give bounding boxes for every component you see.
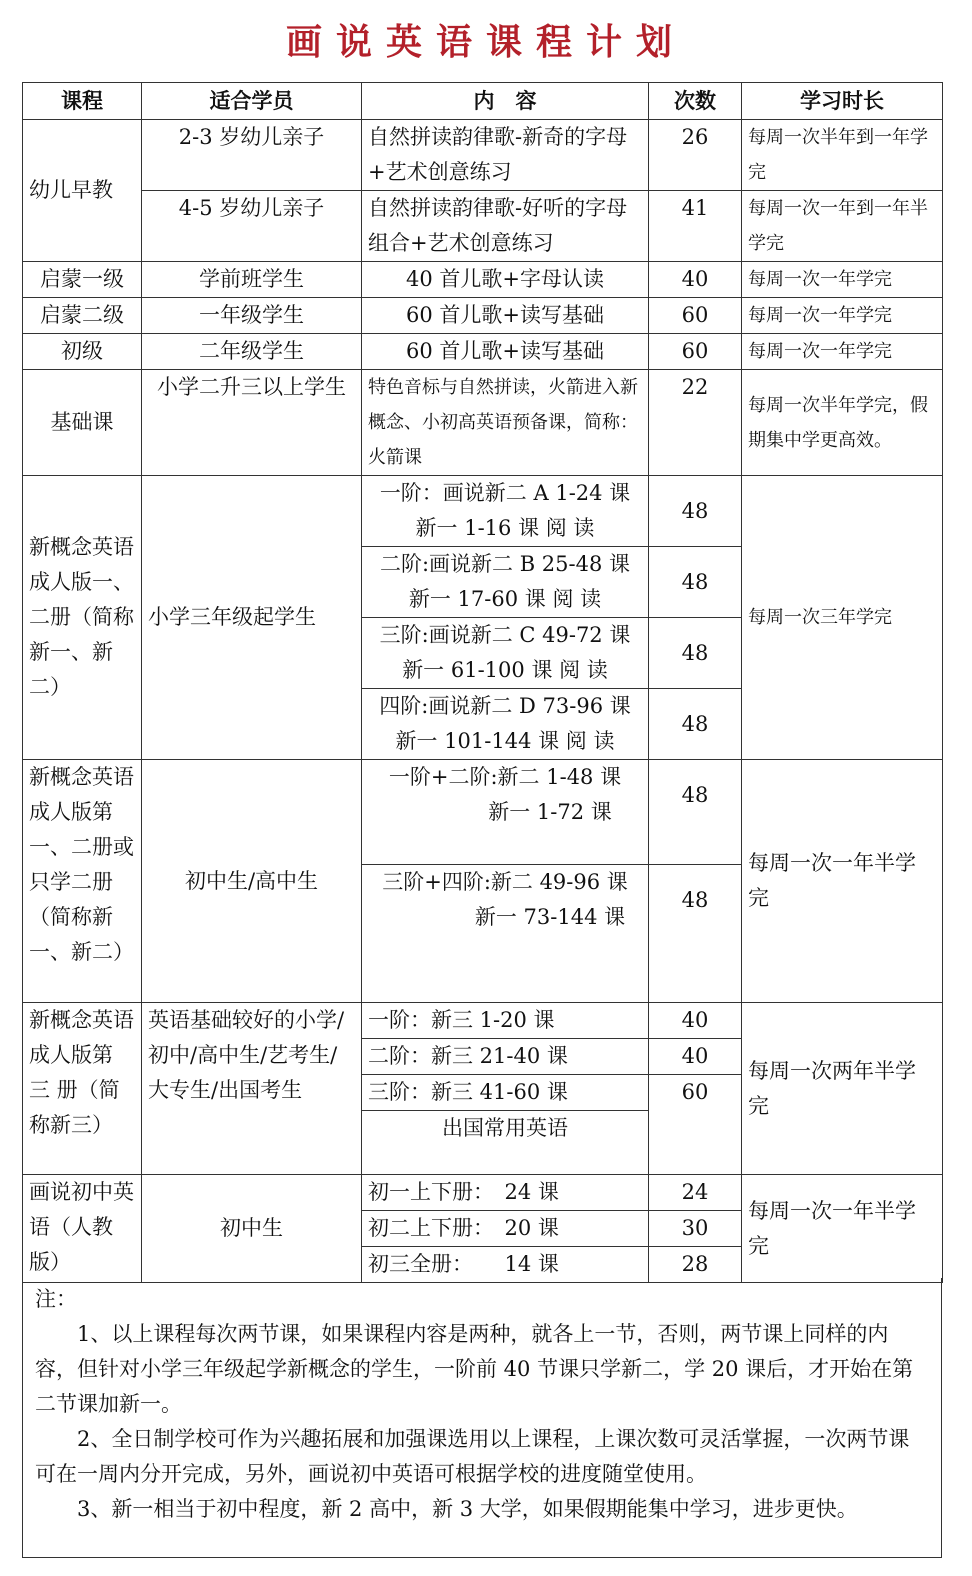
- content-cell: 一阶：新三 1-20 课: [362, 1003, 649, 1039]
- content-cell: 初一上下册： 24 课: [362, 1175, 649, 1211]
- content-cell: [362, 865, 649, 1003]
- course-table: [22, 82, 943, 1283]
- count-cell: [649, 1111, 742, 1175]
- table-row: [23, 191, 943, 262]
- course-cell: 新概念英语成人版第一、二册或只学二册（简称新一、新二）: [23, 760, 142, 1003]
- course-cell: 画说初中英语（人教版）: [23, 1175, 142, 1283]
- count-cell: 26: [649, 120, 742, 191]
- count-cell: 60: [649, 334, 742, 370]
- students-cell: 英语基础较好的小学/初中/高中生/艺考生/大专生/出国考生: [142, 1003, 362, 1175]
- content-cell: 二阶：新三 21-40 课: [362, 1039, 649, 1075]
- stage-line: 新一 73-144 课: [474, 905, 626, 929]
- content-cell: 特色音标与自然拼读，火箭进入新概念、小初高英语预备课，简称：火箭课: [362, 370, 649, 476]
- course-cell: 启蒙二级: [23, 298, 142, 334]
- students-cell: 学前班学生: [142, 262, 362, 298]
- notes-section: [22, 1278, 942, 1558]
- table-row: [23, 334, 943, 370]
- page-title: 画说英语课程计划: [285, 21, 686, 63]
- header-row: [23, 83, 943, 120]
- content-cell: 三阶：新三 41-60 课: [362, 1075, 649, 1111]
- count-cell: 48: [649, 476, 742, 547]
- content-cell: [362, 618, 649, 689]
- stage-line: 一阶：画说新二 A 1-24 课: [379, 481, 631, 505]
- note-1: 1、以上课程每次两节课，如果课程内容是两种，就各上一节，否则，两节课上同样的内容，但针对小学三年级起学新概念的学生，一阶前 40 节课只学新二，学 20 课后，才开始在第二节课加新一。: [35, 1322, 914, 1416]
- count-cell: 40: [649, 1003, 742, 1039]
- stage-line: 新一 17-60 课 阅 读: [408, 587, 602, 611]
- stage-line: 三阶:画说新二 C 49-72 课: [379, 623, 631, 647]
- course-cell: 启蒙一级: [23, 262, 142, 298]
- stage-line: 二阶:画说新二 B 25-48 课: [379, 552, 631, 576]
- content-cell: [362, 547, 649, 618]
- count-cell: 22: [649, 370, 742, 476]
- stage-line: 新一 1-16 课 阅 读: [415, 516, 595, 540]
- students-cell: 2-3 岁幼儿亲子: [142, 120, 362, 191]
- course-cell: 新概念英语成人版第 三 册（简称新三）: [23, 1003, 142, 1175]
- content-cell: 初三全册： 14 课: [362, 1247, 649, 1283]
- header-count: 次数: [649, 83, 742, 120]
- count-cell: 48: [649, 760, 742, 865]
- table-row: [23, 1003, 943, 1039]
- table-row: [23, 760, 943, 865]
- count-cell: 30: [649, 1211, 742, 1247]
- duration-cell: 每周一次一年半学完: [742, 760, 943, 1003]
- count-cell: 41: [649, 191, 742, 262]
- table-row: [23, 370, 943, 476]
- stage-line: 四阶:画说新二 D 73-96 课: [379, 694, 631, 718]
- students-cell: 初中生/高中生: [142, 760, 362, 1003]
- table-row: [23, 298, 943, 334]
- duration-cell: 每周一次一年学完: [742, 262, 943, 298]
- count-cell: 48: [649, 618, 742, 689]
- count-cell: 48: [649, 865, 742, 1003]
- header-content: 内 容: [362, 83, 649, 120]
- content-cell: [362, 760, 649, 865]
- students-cell: 小学二升三以上学生: [142, 370, 362, 476]
- content-cell: [362, 689, 649, 760]
- content-cell: 60 首儿歌+读写基础: [362, 298, 649, 334]
- table-row: [23, 1175, 943, 1211]
- stage-line: 新一 61-100 课 阅 读: [402, 658, 608, 682]
- notes-label: 注：: [35, 1287, 77, 1311]
- content-cell: 40 首儿歌+字母认读: [362, 262, 649, 298]
- count-cell: 48: [649, 547, 742, 618]
- students-cell: 一年级学生: [142, 298, 362, 334]
- duration-cell: 每周一次三年学完: [742, 476, 943, 760]
- content-cell: 初二上下册： 20 课: [362, 1211, 649, 1247]
- stage-line: 一阶+二阶:新二 1-48 课: [388, 765, 622, 789]
- table-row: [23, 120, 943, 191]
- course-cell: 基础课: [23, 370, 142, 476]
- count-cell: 48: [649, 689, 742, 760]
- course-cell: 初级: [23, 334, 142, 370]
- students-cell: 初中生: [142, 1175, 362, 1283]
- header-duration: 学习时长: [742, 83, 943, 120]
- duration-cell: 每周一次半年学完，假期集中学更高效。: [742, 370, 943, 476]
- content-cell: 自然拼读韵律歌-好听的字母组合+艺术创意练习: [362, 191, 649, 262]
- duration-cell: 每周一次一年半学完: [742, 1175, 943, 1283]
- note-3: 3、新一相当于初中程度，新 2 高中，新 3 大学，如果假期能集中学习，进步更快。: [77, 1497, 858, 1521]
- stage-line: 新一 1-72 课: [488, 800, 612, 824]
- content-cell: 60 首儿歌+读写基础: [362, 334, 649, 370]
- content-cell: 自然拼读韵律歌-新奇的字母+艺术创意练习: [362, 120, 649, 191]
- students-cell: 二年级学生: [142, 334, 362, 370]
- table-row: [23, 476, 943, 547]
- duration-cell: 每周一次一年学完: [742, 298, 943, 334]
- students-cell: 小学三年级起学生: [142, 476, 362, 760]
- duration-cell: 每周一次半年到一年学完: [742, 120, 943, 191]
- stage-line: 新一 101-144 课 阅 读: [395, 729, 615, 753]
- content-cell: [362, 476, 649, 547]
- count-cell: 60: [649, 298, 742, 334]
- count-cell: 24: [649, 1175, 742, 1211]
- header-students: 适合学员: [142, 83, 362, 120]
- duration-cell: 每周一次两年半学完: [742, 1003, 943, 1175]
- count-cell: 28: [649, 1247, 742, 1283]
- course-cell: 新概念英语成人版一、二册（简称新一、新二）: [23, 476, 142, 760]
- students-cell: 4-5 岁幼儿亲子: [142, 191, 362, 262]
- duration-cell: 每周一次一年学完: [742, 334, 943, 370]
- content-cell: 出国常用英语: [362, 1111, 649, 1175]
- header-course: 课程: [23, 83, 142, 120]
- count-cell: 60: [649, 1075, 742, 1111]
- course-cell: 幼儿早教: [23, 120, 142, 262]
- stage-line: 三阶+四阶:新二 49-96 课: [382, 870, 628, 894]
- note-2: 2、全日制学校可作为兴趣拓展和加强课选用以上课程，上课次数可灵活掌握，一次两节课可在一周内分开完成，另外，画说初中英语可根据学校的进度随堂使用。: [35, 1427, 910, 1486]
- duration-cell: 每周一次一年到一年半学完: [742, 191, 943, 262]
- count-cell: 40: [649, 1039, 742, 1075]
- table-row: [23, 262, 943, 298]
- count-cell: 40: [649, 262, 742, 298]
